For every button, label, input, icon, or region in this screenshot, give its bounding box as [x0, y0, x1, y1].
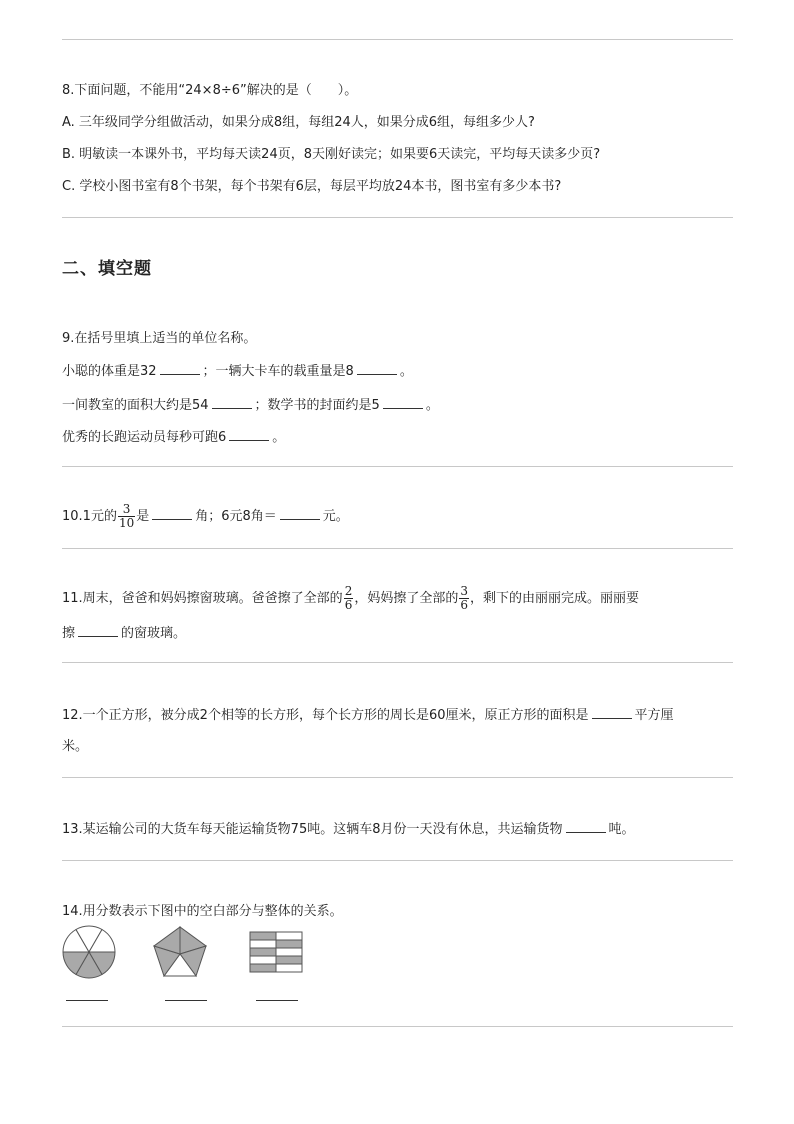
q9-line1-text-a: 小聪的体重是32	[62, 364, 157, 379]
q11-text-d: 擦	[62, 626, 76, 641]
q8-option-a: A. 三年级同学分组做活动，如果分成8组，每组24人，如果分成6组，每组多少人?	[62, 115, 535, 130]
grid-cell-blank	[250, 940, 276, 948]
q8-option-b: B. 明敏读一本课外书，平均每天读24页，8天刚好读完；如果要6天读完，平均每天读多少页?	[62, 147, 601, 162]
q9-line3-text-a: 优秀的长跑运动员每秒可跑6	[62, 430, 227, 445]
q12-line1	[62, 706, 674, 725]
fraction	[459, 585, 469, 612]
q10-line	[62, 500, 349, 534]
q9-line1	[62, 362, 413, 381]
rectangle-grid-figure	[250, 932, 302, 972]
fraction-denominator: 6	[460, 598, 468, 612]
q11-text-c: ，剩下的由丽丽完成。丽丽要	[469, 591, 639, 606]
answer-blank[interactable]	[66, 1000, 108, 1001]
q10-text-b: 是	[136, 509, 150, 524]
q13-text-b: 吨。	[608, 822, 635, 837]
q9-line3-text-b: 。	[272, 430, 286, 445]
section-title: 二、填空题	[62, 259, 152, 279]
q12-text-b: 平方厘	[634, 708, 674, 723]
answer-blank[interactable]	[357, 362, 397, 375]
grid-cell-blank	[276, 932, 302, 940]
answer-blank[interactable]	[280, 507, 320, 520]
fraction-denominator: 6	[344, 598, 353, 612]
q11-line2	[62, 624, 186, 643]
grid-cell-blank	[276, 948, 302, 956]
q11-text-e: 的窗玻璃。	[121, 626, 187, 641]
divider	[62, 662, 733, 663]
answer-blank[interactable]	[152, 507, 192, 520]
answer-blank[interactable]	[256, 1000, 298, 1001]
q8-option-c: C. 学校小图书室有8个书架，每个书架有6层，每层平均放24本书，图书室有多少本书?	[62, 179, 562, 194]
answer-blank[interactable]	[229, 428, 269, 441]
q12-line2: 米。	[62, 739, 89, 754]
q11-text-b: ，妈妈擦了全部的	[354, 591, 459, 606]
pentagon-figure	[154, 927, 206, 976]
grid-cell-shaded	[250, 932, 276, 940]
divider	[62, 466, 733, 467]
answer-blank[interactable]	[592, 706, 632, 719]
q9-line1-text-b: ；一辆大卡车的载重量是8	[202, 364, 354, 379]
q9-line2-text-b: ；数学书的封面约是5	[254, 398, 380, 413]
fraction-numerator: 3	[118, 503, 135, 517]
circle-figure	[63, 926, 115, 978]
q9-line1-text-c: 。	[399, 364, 413, 379]
fraction	[118, 503, 135, 530]
q12-text-a: 12.一个正方形，被分成2个相等的长方形，每个长方形的周长是60厘米，原正方形的面积是	[62, 708, 589, 723]
grid-cell-blank	[250, 956, 276, 964]
grid-cell-shaded	[250, 964, 276, 972]
q9-line2	[62, 396, 439, 415]
q9-stem: 9.在括号里填上适当的单位名称。	[62, 331, 257, 346]
q9-line3	[62, 428, 285, 447]
q14-figures	[60, 924, 310, 980]
answer-blank[interactable]	[212, 396, 252, 409]
divider	[62, 548, 733, 549]
fraction-denominator: 10	[118, 516, 135, 530]
q14-stem: 14.用分数表示下图中的空白部分与整体的关系。	[62, 904, 343, 919]
q9-line2-text-a: 一间教室的面积大约是54	[62, 398, 209, 413]
q13-text-a: 13.某运输公司的大货车每天能运输货物75吨。这辆车8月份一天没有休息，共运输货物	[62, 822, 563, 837]
answer-blank[interactable]	[165, 1000, 207, 1001]
grid-cell-shaded	[250, 948, 276, 956]
q13-line	[62, 820, 635, 839]
divider	[62, 860, 733, 861]
q10-text-a: 10.1元的	[62, 509, 117, 524]
answer-blank[interactable]	[160, 362, 200, 375]
q11-line1	[62, 582, 639, 616]
fraction-numerator: 3	[460, 584, 468, 598]
divider	[62, 217, 733, 218]
grid-cell-shaded	[276, 956, 302, 964]
fraction	[344, 585, 354, 612]
answer-blank[interactable]	[78, 624, 118, 637]
q8-stem: 8.下面问题，不能用“24×8÷6”解决的是（ ）。	[62, 83, 358, 98]
q10-text-d: 元。	[322, 509, 349, 524]
q9-line2-text-c: 。	[425, 398, 439, 413]
grid-cell-blank	[276, 964, 302, 972]
divider	[62, 777, 733, 778]
q11-text-a: 11.周末，爸爸和妈妈擦窗玻璃。爸爸擦了全部的	[62, 591, 343, 606]
q10-text-c: 角；6元8角＝	[195, 509, 277, 524]
grid-cell-shaded	[276, 940, 302, 948]
divider	[62, 39, 733, 40]
answer-blank[interactable]	[566, 820, 606, 833]
answer-blank[interactable]	[383, 396, 423, 409]
divider	[62, 1026, 733, 1027]
fraction-numerator: 2	[344, 584, 353, 598]
